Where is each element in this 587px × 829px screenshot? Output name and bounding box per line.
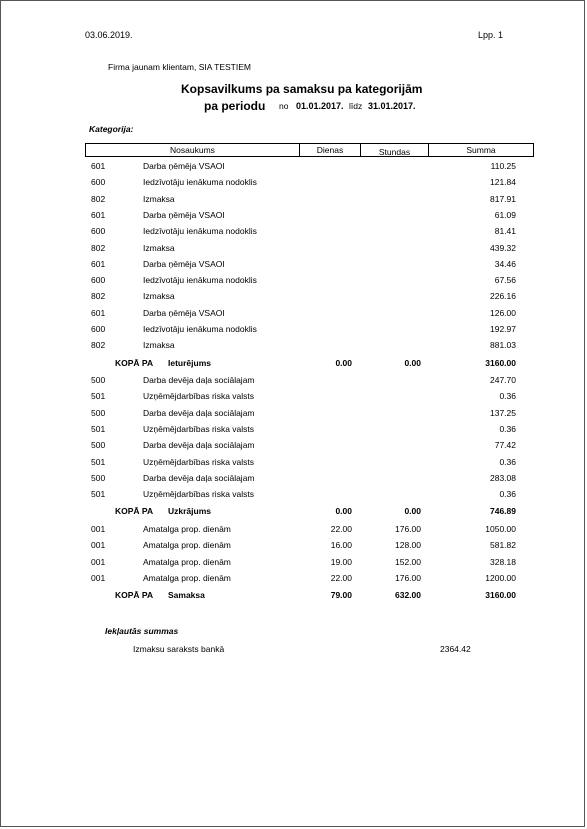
row-code: 601 xyxy=(91,307,106,318)
column-name: Nosaukums xyxy=(86,144,300,156)
row-sum: 817.91 xyxy=(490,193,516,204)
row-name: Iedzīvotāju ienākuma nodoklis xyxy=(143,275,257,286)
row-sum: 439.32 xyxy=(490,242,516,253)
table-row xyxy=(0,194,587,208)
row-sum: 61.09 xyxy=(494,209,516,220)
table-header xyxy=(85,143,534,157)
row-code: 501 xyxy=(91,456,106,467)
total-category: Uzkrājums xyxy=(168,506,211,517)
row-hours: 176.00 xyxy=(395,524,421,534)
row-name: Darba ņēmēja VSAOI xyxy=(143,161,225,171)
table-row xyxy=(0,540,587,554)
total-sum: 3160.00 xyxy=(485,357,516,368)
row-name: Darba devēja daļa sociālajam xyxy=(143,440,255,451)
total-days: 0.00 xyxy=(335,357,352,368)
total-category: Samaksa xyxy=(168,590,205,601)
table-row xyxy=(0,391,587,405)
table-row xyxy=(0,408,587,422)
row-name: Darba devēja daļa sociālajam xyxy=(143,375,255,385)
row-days: 19.00 xyxy=(330,556,352,567)
report-date: 03.06.2019. xyxy=(85,30,133,40)
row-hours: 176.00 xyxy=(395,572,421,583)
row-name: Amatalga prop. dienām xyxy=(143,556,231,567)
row-code: 802 xyxy=(91,242,106,253)
row-name: Darba ņēmēja VSAOI xyxy=(143,307,225,318)
total-row xyxy=(0,590,587,604)
row-sum: 137.25 xyxy=(490,407,516,418)
total-days: 0.00 xyxy=(335,506,352,517)
total-sum: 3160.00 xyxy=(485,590,516,601)
table-row xyxy=(0,457,587,471)
table-row xyxy=(0,161,587,175)
table-row xyxy=(0,557,587,571)
row-code: 600 xyxy=(91,324,106,334)
row-code: 001 xyxy=(91,556,106,567)
from-label: no xyxy=(279,101,289,111)
column-days: Dienas xyxy=(300,144,361,156)
row-name: Izmaksa xyxy=(143,193,175,204)
row-hours: 152.00 xyxy=(395,556,421,567)
row-name: Uzņēmējdarbības riska valsts xyxy=(143,456,255,467)
row-sum: 581.82 xyxy=(490,540,516,551)
to-date: 31.01.2017. xyxy=(368,101,416,111)
row-code: 601 xyxy=(91,209,106,220)
row-sum: 121.84 xyxy=(490,177,516,188)
row-code: 500 xyxy=(91,407,106,418)
row-days: 22.00 xyxy=(330,524,352,534)
total-row xyxy=(0,506,587,520)
row-sum: 881.03 xyxy=(490,340,516,351)
total-days: 79.00 xyxy=(330,590,352,601)
row-days: 16.00 xyxy=(330,540,352,551)
table-row xyxy=(0,375,587,389)
row-sum: 226.16 xyxy=(490,291,516,302)
table-row xyxy=(0,308,587,322)
to-label: līdz xyxy=(349,101,363,111)
table-row xyxy=(0,226,587,240)
period-label: pa periodu xyxy=(204,99,266,113)
row-name: Uzņēmējdarbības riska valsts xyxy=(143,391,255,402)
table-row xyxy=(0,324,587,338)
row-name: Amatalga prop. dienām xyxy=(143,540,231,551)
row-sum: 0.36 xyxy=(499,456,516,467)
row-code: 001 xyxy=(91,540,106,551)
column-sum: Summa xyxy=(466,145,496,155)
row-sum: 77.42 xyxy=(494,440,516,451)
table-row xyxy=(0,524,587,538)
row-name: Izmaksa xyxy=(143,242,175,253)
table-row xyxy=(0,291,587,305)
row-code: 001 xyxy=(91,524,106,534)
included-heading: Iekļautās summas xyxy=(105,626,179,636)
row-code: 600 xyxy=(91,275,106,286)
row-sum: 81.41 xyxy=(494,226,516,237)
total-sum: 746.89 xyxy=(490,506,516,517)
page-number: Lpp. 1 xyxy=(478,30,504,40)
row-name: Darba devēja daļa sociālajam xyxy=(143,407,255,418)
row-code: 500 xyxy=(91,472,106,483)
included-item-sum: 2364.42 xyxy=(440,644,471,654)
row-sum: 0.36 xyxy=(499,423,516,434)
table-row xyxy=(0,473,587,487)
row-code: 501 xyxy=(91,423,106,434)
row-sum: 126.00 xyxy=(490,307,516,318)
row-code: 802 xyxy=(91,193,106,204)
total-hours: 632.00 xyxy=(395,590,421,601)
row-name: Amatalga prop. dienām xyxy=(143,572,231,583)
row-name: Iedzīvotāju ienākuma nodoklis xyxy=(143,177,257,188)
row-sum: 192.97 xyxy=(490,324,516,334)
total-label: KOPĀ PA xyxy=(115,506,154,517)
row-sum: 328.18 xyxy=(490,556,516,567)
row-days: 22.00 xyxy=(330,572,352,583)
total-label: KOPĀ PA xyxy=(115,590,154,601)
row-name: Uzņēmējdarbības riska valsts xyxy=(143,489,255,500)
company-name: Firma jaunam klientam, SIA TESTIEM xyxy=(108,62,251,72)
row-code: 500 xyxy=(91,375,106,385)
total-category: Ieturējums xyxy=(168,357,211,368)
table-row xyxy=(0,259,587,273)
row-hours: 128.00 xyxy=(395,540,421,551)
table-row xyxy=(0,275,587,289)
table-row xyxy=(0,210,587,224)
included-item-name: Izmaksu saraksts bankā xyxy=(133,644,225,654)
row-name: Amatalga prop. dienām xyxy=(143,524,231,534)
row-name: Izmaksa xyxy=(143,340,175,351)
table-row xyxy=(0,489,587,503)
table-row xyxy=(0,177,587,191)
total-hours: 0.00 xyxy=(404,357,421,368)
row-code: 001 xyxy=(91,572,106,583)
row-name: Darba ņēmēja VSAOI xyxy=(143,258,225,269)
report-title: Kopsavilkums pa samaksu pa kategorijām xyxy=(181,82,423,96)
total-label: KOPĀ PA xyxy=(115,357,154,368)
table-row xyxy=(0,424,587,438)
row-code: 802 xyxy=(91,340,106,351)
table-row xyxy=(0,440,587,454)
row-name: Uzņēmējdarbības riska valsts xyxy=(143,423,255,434)
from-date: 01.01.2017. xyxy=(296,101,344,111)
row-name: Darba ņēmēja VSAOI xyxy=(143,209,225,220)
row-code: 600 xyxy=(91,226,106,237)
row-sum: 247.70 xyxy=(490,375,516,385)
row-name: Izmaksa xyxy=(143,291,175,302)
row-name: Darba devēja daļa sociālajam xyxy=(143,472,255,483)
table-row xyxy=(0,340,587,354)
table-row xyxy=(0,243,587,257)
total-row xyxy=(0,358,587,372)
table-row xyxy=(0,573,587,587)
row-sum: 0.36 xyxy=(499,489,516,500)
row-sum: 67.56 xyxy=(494,275,516,286)
category-label: Kategorija: xyxy=(89,124,134,134)
row-name: Iedzīvotāju ienākuma nodoklis xyxy=(143,226,257,237)
row-code: 600 xyxy=(91,177,106,188)
row-name: Iedzīvotāju ienākuma nodoklis xyxy=(143,324,257,334)
row-sum: 110.25 xyxy=(490,161,516,171)
row-sum: 1050.00 xyxy=(485,524,516,534)
column-hours: Stundas xyxy=(361,144,429,156)
row-code: 601 xyxy=(91,161,106,171)
row-code: 501 xyxy=(91,489,106,500)
row-code: 601 xyxy=(91,258,106,269)
row-code: 802 xyxy=(91,291,106,302)
row-sum: 283.08 xyxy=(490,472,516,483)
row-sum: 34.46 xyxy=(494,258,516,269)
total-hours: 0.00 xyxy=(404,506,421,517)
row-code: 500 xyxy=(91,440,106,451)
row-code: 501 xyxy=(91,391,106,402)
row-sum: 0.36 xyxy=(499,391,516,402)
row-sum: 1200.00 xyxy=(485,572,516,583)
